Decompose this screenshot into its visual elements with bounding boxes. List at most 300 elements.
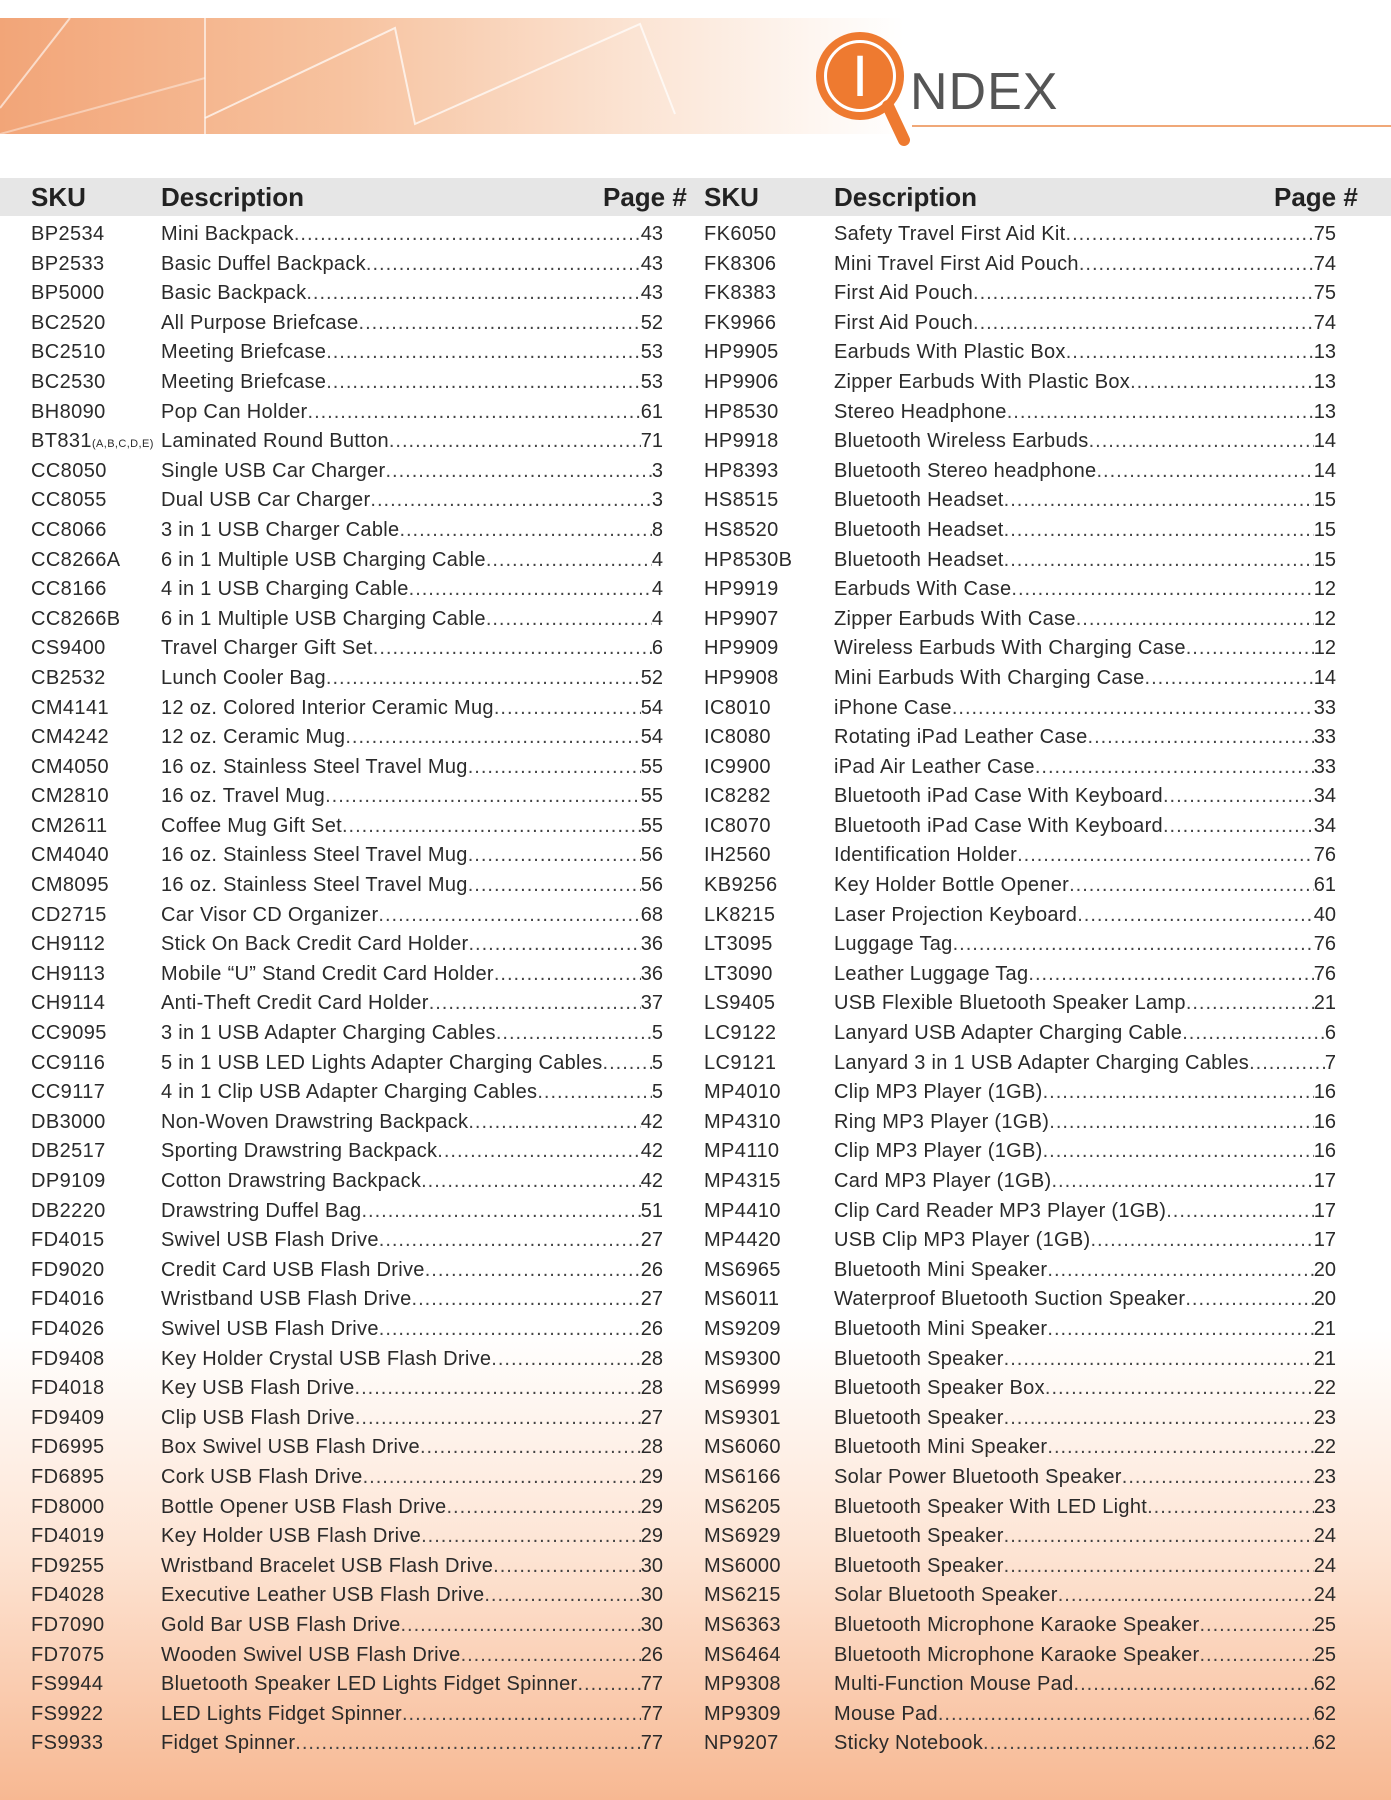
- sku-code: FK8306: [704, 252, 777, 275]
- description-cell: [161, 871, 663, 901]
- sku-code: CC8050: [31, 459, 107, 482]
- page-number: 27: [640, 1288, 663, 1311]
- sku-cell: [704, 457, 779, 487]
- description-cell: [161, 1493, 663, 1523]
- index-row: [704, 901, 1336, 931]
- sku-code: FD6895: [31, 1465, 105, 1488]
- page-number: 3: [651, 459, 663, 482]
- sku-code: MS6965: [704, 1258, 781, 1281]
- description-cell: [834, 901, 1336, 931]
- description-cell: [161, 960, 663, 990]
- index-row: [31, 1552, 663, 1582]
- sku-cell: [31, 753, 109, 783]
- description-cell: [834, 338, 1336, 368]
- sku-cell: [704, 1285, 779, 1315]
- sku-cell: [704, 664, 779, 694]
- left-header-description: Description: [161, 182, 305, 212]
- sku-code: FK8383: [704, 282, 777, 305]
- item-description: 12 oz. Colored Interior Ceramic Mug: [161, 696, 494, 719]
- item-description: Sporting Drawstring Backpack: [161, 1140, 438, 1163]
- item-description: Car Visor CD Organizer: [161, 903, 379, 926]
- dot-leader: [468, 753, 641, 783]
- dot-leader: [412, 1285, 641, 1315]
- index-row: [704, 1226, 1336, 1256]
- page-number: 17: [1313, 1170, 1336, 1192]
- dot-leader: [1004, 1345, 1314, 1375]
- page-number: 61: [640, 400, 663, 423]
- description-cell: [161, 338, 663, 368]
- dot-leader: [1066, 220, 1314, 250]
- page-number: 52: [640, 666, 663, 689]
- page-number: 26: [640, 1258, 663, 1281]
- sku-cell: [31, 812, 108, 842]
- sku-code: HP8393: [704, 459, 779, 482]
- sku-code: HP8530B: [704, 548, 793, 571]
- sku-code: DB2517: [31, 1140, 106, 1163]
- index-row: [31, 782, 663, 812]
- index-row: [31, 1463, 663, 1493]
- index-row: [31, 1345, 663, 1375]
- dot-leader: [363, 1463, 641, 1493]
- item-description: Bluetooth Mini Speaker: [834, 1258, 1048, 1281]
- index-row: [704, 220, 1336, 250]
- item-description: Clip MP3 Player (1GB): [834, 1140, 1043, 1163]
- description-cell: [161, 457, 663, 487]
- index-row: [704, 841, 1336, 871]
- page-number: 74: [1313, 311, 1336, 334]
- page-number: 30: [640, 1554, 663, 1577]
- dot-leader: [1011, 575, 1313, 605]
- sku-code: HP9906: [704, 370, 779, 393]
- sku-cell: [31, 960, 105, 990]
- page-number: 21: [1313, 992, 1336, 1015]
- sku-cell: [704, 1611, 781, 1641]
- sku-code: MS6929: [704, 1525, 781, 1548]
- sku-cell: [704, 1729, 779, 1759]
- description-cell: [834, 486, 1336, 516]
- index-row: [704, 1256, 1336, 1286]
- page-number: 27: [640, 1406, 663, 1429]
- index-row: [704, 1700, 1336, 1730]
- item-description: Bluetooth Microphone Karaoke Speaker: [834, 1643, 1200, 1666]
- sku-code: LC9121: [704, 1051, 777, 1074]
- description-cell: [161, 279, 663, 309]
- description-cell: [834, 1433, 1336, 1463]
- description-cell: [161, 486, 663, 516]
- description-cell: [161, 1108, 663, 1138]
- dot-leader: [1043, 1137, 1314, 1167]
- description-cell: [161, 575, 663, 605]
- item-description: Bluetooth Speaker: [834, 1525, 1004, 1548]
- sku-code: KB9256: [704, 874, 778, 897]
- index-row: [704, 309, 1336, 339]
- item-description: Mobile “U” Stand Credit Card Holder: [161, 962, 494, 985]
- description-cell: [834, 930, 1336, 960]
- description-cell: [834, 1226, 1336, 1256]
- dot-leader: [468, 1108, 640, 1138]
- description-cell: [834, 575, 1336, 605]
- page-number: 76: [1313, 844, 1336, 867]
- index-logo-icon: [812, 28, 922, 148]
- sku-cell: [31, 1404, 105, 1434]
- description-cell: [834, 1049, 1336, 1079]
- dot-leader: [425, 1256, 641, 1286]
- description-cell: [161, 1700, 663, 1730]
- sku-code: CC8266B: [31, 607, 121, 630]
- index-row: [31, 338, 663, 368]
- index-row: [704, 989, 1336, 1019]
- page-number: 13: [1313, 370, 1336, 393]
- sku-cell: [704, 1700, 781, 1730]
- dot-leader: [1058, 1581, 1314, 1611]
- page-number: 26: [640, 1317, 663, 1340]
- sku-code: CM4050: [31, 755, 109, 778]
- page-number: 43: [640, 252, 663, 275]
- index-row: [31, 871, 663, 901]
- sku-cell: [704, 398, 779, 428]
- item-description: 16 oz. Travel Mug: [161, 785, 326, 808]
- description-cell: [161, 901, 663, 931]
- description-cell: [834, 220, 1336, 250]
- dot-leader: [345, 723, 640, 753]
- index-row: [704, 486, 1336, 516]
- dot-leader: [537, 1078, 652, 1108]
- sku-code: MS6011: [704, 1288, 780, 1311]
- index-row: [704, 368, 1336, 398]
- sku-code: MS6999: [704, 1377, 781, 1400]
- item-description: USB Clip MP3 Player (1GB): [834, 1229, 1091, 1252]
- dot-leader: [1166, 1197, 1314, 1227]
- dot-leader: [1077, 901, 1314, 931]
- description-cell: [161, 694, 663, 724]
- sku-code: FD9020: [31, 1258, 105, 1281]
- sku-cell: [704, 1522, 781, 1552]
- sku-cell: [704, 812, 771, 842]
- item-description: Ring MP3 Player (1GB): [834, 1110, 1050, 1133]
- sku-cell: [31, 279, 105, 309]
- index-row: [31, 457, 663, 487]
- dot-leader: [1017, 841, 1314, 871]
- sku-code: BP2534: [31, 223, 105, 245]
- item-description: Rotating iPad Leather Case: [834, 726, 1088, 749]
- index-row: [704, 1315, 1336, 1345]
- page-number: 29: [640, 1495, 663, 1518]
- page-number: 23: [1313, 1465, 1336, 1488]
- dot-leader: [306, 279, 640, 309]
- description-cell: [834, 1108, 1336, 1138]
- description-cell: [834, 546, 1336, 576]
- page-number: 16: [1313, 1140, 1336, 1163]
- description-cell: [834, 427, 1336, 457]
- dot-leader: [1043, 1078, 1314, 1108]
- page-number: 15: [1313, 489, 1336, 512]
- dot-leader: [361, 1197, 640, 1227]
- dot-leader: [1163, 812, 1314, 842]
- sku-cell: [31, 486, 107, 516]
- description-cell: [161, 1315, 663, 1345]
- index-row: [704, 1552, 1336, 1582]
- sku-code: LT3090: [704, 962, 773, 985]
- item-description: Dual USB Car Charger: [161, 489, 371, 512]
- description-cell: [161, 427, 663, 457]
- index-row: [31, 1167, 663, 1197]
- dot-leader: [973, 279, 1314, 309]
- index-row: [31, 220, 663, 250]
- index-row: [31, 664, 663, 694]
- sku-cell: [704, 1552, 781, 1582]
- description-cell: [834, 634, 1336, 664]
- sku-code: MS6166: [704, 1465, 781, 1488]
- sku-variants: (A,B,C,D,E): [91, 438, 154, 451]
- index-row: [31, 546, 663, 576]
- sku-cell: [31, 1285, 105, 1315]
- item-description: Card MP3 Player (1GB): [834, 1170, 1052, 1192]
- sku-code: FK9966: [704, 311, 777, 334]
- page-number: 75: [1313, 223, 1336, 245]
- sku-cell: [31, 575, 107, 605]
- sku-code: LC9122: [704, 1022, 777, 1045]
- page-number: 4: [651, 578, 663, 601]
- sku-cell: [704, 516, 779, 546]
- sku-code: CC8066: [31, 518, 107, 541]
- dot-leader: [603, 1049, 652, 1079]
- index-row: [31, 812, 663, 842]
- sku-code: IC8282: [704, 785, 771, 808]
- sku-cell: [704, 723, 771, 753]
- index-row: [31, 1374, 663, 1404]
- sku-code: MP4315: [704, 1170, 781, 1192]
- dot-leader: [402, 1700, 641, 1730]
- sku-cell: [704, 930, 773, 960]
- index-row: [704, 1374, 1336, 1404]
- dot-leader: [355, 1404, 641, 1434]
- dot-leader: [1076, 605, 1314, 635]
- index-row: [31, 901, 663, 931]
- sku-cell: [704, 694, 771, 724]
- sku-cell: [31, 1700, 103, 1730]
- description-cell: [834, 1285, 1336, 1315]
- index-row: [31, 1019, 663, 1049]
- item-description: Clip MP3 Player (1GB): [834, 1081, 1043, 1104]
- description-cell: [834, 1463, 1336, 1493]
- dot-leader: [484, 1581, 640, 1611]
- sku-cell: [704, 1404, 781, 1434]
- page-number: 15: [1313, 548, 1336, 571]
- sku-code: FS9944: [31, 1673, 104, 1696]
- dot-leader: [1004, 546, 1314, 576]
- sku-code: FK6050: [704, 223, 777, 245]
- sku-cell: [31, 457, 107, 487]
- item-description: Solar Power Bluetooth Speaker: [834, 1465, 1122, 1488]
- item-description: Bluetooth Speaker: [834, 1554, 1004, 1577]
- dot-leader: [1147, 1493, 1314, 1523]
- sku-code: CB2532: [31, 666, 106, 689]
- description-cell: [161, 1226, 663, 1256]
- page-number: 12: [1313, 607, 1336, 630]
- sku-code: CM2611: [31, 814, 108, 837]
- sku-cell: [31, 1641, 105, 1671]
- index-row: [704, 871, 1336, 901]
- item-description: Laser Projection Keyboard: [834, 903, 1078, 926]
- right-header-description: Description: [834, 182, 978, 212]
- sku-cell: [704, 1137, 779, 1167]
- item-description: Bluetooth iPad Case With Keyboard: [834, 814, 1163, 837]
- dot-leader: [409, 575, 652, 605]
- sku-cell: [31, 782, 109, 812]
- description-cell: [834, 368, 1336, 398]
- item-description: Clip USB Flash Drive: [161, 1406, 355, 1429]
- dot-leader: [379, 1226, 641, 1256]
- index-row: [31, 309, 663, 339]
- sku-cell: [704, 753, 771, 783]
- item-description: All Purpose Briefcase: [161, 311, 359, 334]
- description-cell: [161, 516, 663, 546]
- right-index-column: [704, 220, 1336, 1759]
- item-description: Cotton Drawstring Backpack: [161, 1170, 422, 1192]
- sku-cell: [31, 1581, 105, 1611]
- page-number: 24: [1313, 1525, 1336, 1548]
- description-cell: [834, 753, 1336, 783]
- item-description: Basic Backpack: [161, 282, 307, 305]
- description-cell: [834, 516, 1336, 546]
- item-description: Bluetooth Headset: [834, 489, 1004, 512]
- page-number: 13: [1313, 341, 1336, 364]
- item-description: Key USB Flash Drive: [161, 1377, 355, 1400]
- page-number: 25: [1313, 1643, 1336, 1666]
- sku-code: MS6000: [704, 1554, 781, 1577]
- dot-leader: [1047, 1256, 1313, 1286]
- description-cell: [161, 605, 663, 635]
- item-description: iPad Air Leather Case: [834, 755, 1035, 778]
- dot-leader: [326, 368, 641, 398]
- sku-code: LT3095: [704, 933, 773, 956]
- sku-code: FD7075: [31, 1643, 105, 1666]
- index-row: [704, 1345, 1336, 1375]
- index-row: [704, 457, 1336, 487]
- page-number: 14: [1313, 459, 1336, 482]
- sku-code: MS6215: [704, 1584, 781, 1607]
- item-description: Multi-Function Mouse Pad: [834, 1673, 1074, 1696]
- item-description: Bluetooth Mini Speaker: [834, 1317, 1048, 1340]
- item-description: Bluetooth Stereo headphone: [834, 459, 1097, 482]
- sku-code: BH8090: [31, 400, 106, 423]
- item-description: 5 in 1 USB LED Lights Adapter Charging Cables: [161, 1051, 603, 1074]
- item-description: Key Holder Crystal USB Flash Drive: [161, 1347, 492, 1370]
- item-description: Executive Leather USB Flash Drive: [161, 1584, 485, 1607]
- description-cell: [161, 368, 663, 398]
- item-description: Bluetooth Speaker: [834, 1406, 1004, 1429]
- description-cell: [161, 1463, 663, 1493]
- index-row: [704, 1670, 1336, 1700]
- page-number: 24: [1313, 1584, 1336, 1607]
- dot-leader: [1007, 398, 1314, 428]
- description-cell: [161, 1552, 663, 1582]
- sku-code: LK8215: [704, 903, 776, 926]
- index-row: [31, 753, 663, 783]
- item-description: 3 in 1 USB Charger Cable: [161, 518, 400, 541]
- item-description: Earbuds With Plastic Box: [834, 341, 1066, 364]
- page-number: 4: [651, 607, 663, 630]
- description-cell: [834, 812, 1336, 842]
- page-number: 21: [1313, 1317, 1336, 1340]
- description-cell: [834, 960, 1336, 990]
- page-number: 68: [640, 903, 663, 926]
- dot-leader: [1004, 1404, 1314, 1434]
- sku-cell: [704, 1641, 781, 1671]
- item-description: Lanyard USB Adapter Charging Cable: [834, 1022, 1183, 1045]
- page-number: 34: [1313, 785, 1336, 808]
- dot-leader: [1066, 338, 1314, 368]
- description-cell: [834, 457, 1336, 487]
- description-cell: [161, 1137, 663, 1167]
- item-description: Wooden Swivel USB Flash Drive: [161, 1643, 461, 1666]
- dot-leader: [1096, 457, 1313, 487]
- index-row: [704, 1433, 1336, 1463]
- index-row: [704, 546, 1336, 576]
- sku-cell: [704, 1433, 781, 1463]
- index-row: [31, 1522, 663, 1552]
- description-cell: [834, 1581, 1336, 1611]
- description-cell: [834, 723, 1336, 753]
- sku-code: MP4110: [704, 1140, 780, 1163]
- sku-cell: [704, 841, 771, 871]
- sku-code: IC9900: [704, 755, 771, 778]
- index-row: [31, 1641, 663, 1671]
- dot-leader: [295, 1729, 640, 1759]
- sku-code: MP4420: [704, 1229, 781, 1252]
- page-number: 21: [1313, 1347, 1336, 1370]
- dot-leader: [1028, 960, 1313, 990]
- sku-cell: [704, 871, 778, 901]
- item-description: 4 in 1 USB Charging Cable: [161, 578, 409, 601]
- page-number: 14: [1313, 430, 1336, 453]
- description-cell: [834, 1611, 1336, 1641]
- index-row: [704, 279, 1336, 309]
- item-description: Solar Bluetooth Speaker: [834, 1584, 1058, 1607]
- dot-leader: [379, 1315, 641, 1345]
- description-cell: [834, 1019, 1336, 1049]
- item-description: Safety Travel First Aid Kit: [834, 223, 1066, 245]
- page-number: 5: [651, 1081, 663, 1104]
- sku-code: BP5000: [31, 282, 105, 305]
- sku-code: HP9919: [704, 578, 779, 601]
- sku-cell: [31, 368, 106, 398]
- dot-leader: [1130, 368, 1314, 398]
- page-number: 75: [1313, 282, 1336, 305]
- description-cell: [834, 1137, 1336, 1167]
- item-description: Bluetooth Microphone Karaoke Speaker: [834, 1613, 1200, 1636]
- index-row: [31, 1729, 663, 1759]
- page-number: 33: [1313, 696, 1336, 719]
- sku-code: CM2810: [31, 785, 109, 808]
- page-number: 3: [651, 489, 663, 512]
- sku-code: CC8266A: [31, 548, 121, 571]
- item-description: iPhone Case: [834, 696, 952, 719]
- sku-code: CH9114: [31, 992, 106, 1015]
- sku-cell: [704, 1493, 781, 1523]
- description-cell: [161, 1433, 663, 1463]
- sku-code: CM4040: [31, 844, 109, 867]
- page-number: 15: [1313, 518, 1336, 541]
- sku-cell: [31, 664, 106, 694]
- page-number: 29: [640, 1525, 663, 1548]
- page-number: 4: [651, 548, 663, 571]
- left-header-sku: SKU: [31, 182, 86, 212]
- item-description: Meeting Briefcase: [161, 370, 327, 393]
- dot-leader: [420, 1433, 641, 1463]
- left-index-column: [31, 220, 663, 1759]
- index-row: [704, 753, 1336, 783]
